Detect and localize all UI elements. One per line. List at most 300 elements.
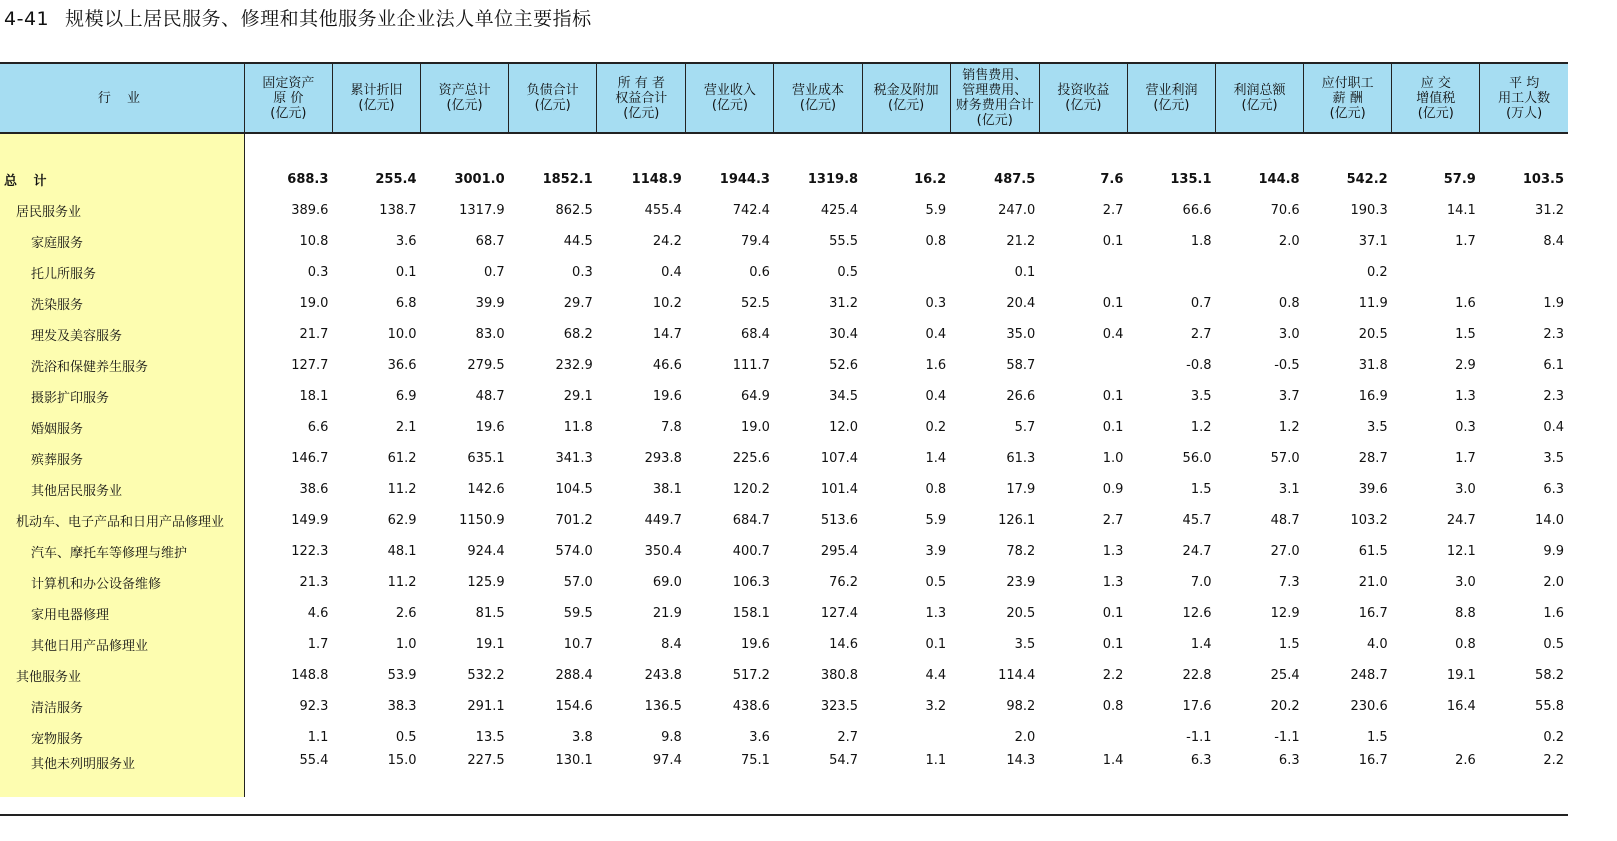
industry-name-cell — [0, 319, 244, 350]
value-cell: 225.6 — [732, 451, 770, 466]
value-cell: 18.1 — [299, 389, 329, 404]
value-cell: 12.9 — [1270, 606, 1300, 621]
table-row — [0, 722, 1568, 753]
industry-name: 家庭服务 — [31, 236, 84, 251]
column-header: 利润总额 (亿元) — [1216, 63, 1304, 133]
column-header: 应 交 增值税 (亿元) — [1392, 63, 1480, 133]
value-cell: 1319.8 — [807, 172, 859, 187]
value-cell: 701.2 — [555, 513, 593, 528]
value-cell: 16.7 — [1358, 753, 1388, 768]
value-cell: 70.6 — [1270, 203, 1300, 218]
value-cell: 10.7 — [563, 637, 593, 652]
value-cell: 24.7 — [1182, 544, 1212, 559]
table-title-text: 规模以上居民服务、修理和其他服务业企业法人单位主要指标 — [65, 8, 592, 30]
value-cell: 1.8 — [1190, 234, 1212, 249]
value-cell — [1392, 257, 1480, 288]
value-cell: 0.1 — [395, 265, 417, 280]
column-header: 平 均 用工人数 (万人) — [1480, 63, 1568, 133]
value-cell: 9.8 — [661, 730, 682, 745]
value-cell: 0.8 — [925, 482, 947, 497]
table-body — [0, 133, 1568, 797]
industry-name: 其他服务业 — [16, 670, 82, 685]
value-cell: 158.1 — [732, 606, 770, 621]
industry-name: 居民服务业 — [16, 205, 82, 220]
value-cell: 517.2 — [732, 668, 770, 683]
value-cell: 69.0 — [652, 575, 682, 590]
value-cell: 13.5 — [475, 730, 505, 745]
value-cell: 6.3 — [1543, 482, 1564, 497]
value-cell: 291.1 — [467, 699, 505, 714]
table-row — [0, 443, 1568, 474]
value-cell: 0.4 — [925, 327, 947, 342]
value-cell: 0.1 — [1102, 637, 1124, 652]
value-cell — [1039, 257, 1127, 288]
column-header: 营业收入 (亿元) — [686, 63, 774, 133]
value-cell: 17.6 — [1182, 699, 1212, 714]
industry-name: 婚姻服务 — [31, 422, 84, 437]
value-cell: 81.5 — [475, 606, 505, 621]
value-cell: -0.5 — [1274, 358, 1300, 373]
table-row — [0, 598, 1568, 629]
industry-name-cell — [0, 350, 244, 381]
value-cell: 52.5 — [741, 296, 770, 311]
value-cell: 138.7 — [379, 203, 417, 218]
industry-name: 理发及美容服务 — [31, 329, 123, 344]
value-cell: 230.6 — [1350, 699, 1388, 714]
table-row — [0, 629, 1568, 660]
value-cell: 2.0 — [1543, 575, 1564, 590]
value-cell: 16.4 — [1446, 699, 1476, 714]
industry-name-cell — [0, 257, 244, 288]
value-cell: 44.5 — [563, 234, 593, 249]
value-cell: 684.7 — [732, 513, 770, 528]
value-cell: 0.1 — [1102, 234, 1124, 249]
value-cell: 4.0 — [1367, 637, 1388, 652]
value-cell: 3.9 — [925, 544, 947, 559]
value-cell: 1.6 — [925, 358, 947, 373]
value-cell: 1.6 — [1455, 296, 1476, 311]
value-cell: 3.8 — [572, 730, 593, 745]
value-cell — [1480, 257, 1568, 288]
value-cell: 2.7 — [1102, 203, 1124, 218]
value-cell: 3.6 — [749, 730, 770, 745]
value-cell: 76.2 — [829, 575, 859, 590]
value-cell: 19.0 — [741, 420, 770, 435]
value-cell: 0.3 — [925, 296, 947, 311]
value-cell: 2.3 — [1543, 389, 1564, 404]
value-cell: 1.7 — [1455, 451, 1476, 466]
value-cell: 3.2 — [925, 699, 947, 714]
value-cell: 64.9 — [741, 389, 770, 404]
value-cell: 0.1 — [1102, 606, 1124, 621]
value-cell: 10.0 — [387, 327, 417, 342]
value-cell: 635.1 — [467, 451, 505, 466]
value-cell: 78.2 — [1006, 544, 1036, 559]
value-cell: 17.9 — [1006, 482, 1036, 497]
value-cell: 8.8 — [1455, 606, 1476, 621]
value-cell: 48.1 — [387, 544, 417, 559]
value-cell: 542.2 — [1346, 172, 1388, 187]
industry-name-cell — [0, 660, 244, 691]
value-cell — [1216, 257, 1304, 288]
value-cell: 247.0 — [998, 203, 1036, 218]
value-cell: 48.7 — [475, 389, 505, 404]
header-row — [0, 63, 1568, 133]
value-cell: 16.2 — [914, 172, 947, 187]
industry-name-cell — [0, 195, 244, 226]
value-cell: 58.2 — [1535, 668, 1564, 683]
table-row — [0, 567, 1568, 598]
value-cell: 68.4 — [741, 327, 770, 342]
value-cell: 38.6 — [299, 482, 329, 497]
value-cell: 9.9 — [1543, 544, 1564, 559]
spacer-row — [0, 133, 1568, 164]
value-cell: 3.7 — [1278, 389, 1300, 404]
value-cell: 0.4 — [1102, 327, 1124, 342]
value-cell: 14.3 — [1006, 753, 1036, 768]
value-cell — [1127, 257, 1215, 288]
value-cell: 8.4 — [661, 637, 682, 652]
industry-name: 殡葬服务 — [31, 453, 84, 468]
value-cell: 3.0 — [1455, 482, 1476, 497]
value-cell: 1.5 — [1455, 327, 1476, 342]
industry-name-cell — [0, 567, 244, 598]
value-cell: 0.4 — [661, 265, 682, 280]
value-cell: -0.8 — [1186, 358, 1212, 373]
industry-name-cell — [0, 381, 244, 412]
value-cell: 57.9 — [1443, 172, 1476, 187]
value-cell: 487.5 — [994, 172, 1036, 187]
value-cell: 97.4 — [652, 753, 682, 768]
value-cell: 35.0 — [1006, 327, 1036, 342]
value-cell: 6.6 — [307, 420, 329, 435]
value-cell: 513.6 — [820, 513, 859, 528]
value-cell: 1.4 — [925, 451, 947, 466]
value-cell: 38.3 — [387, 699, 417, 714]
value-cell: 106.3 — [732, 575, 770, 590]
value-cell: 29.1 — [563, 389, 593, 404]
industry-name: 机动车、电子产品和日用产品修理业 — [16, 515, 225, 530]
value-cell: 438.6 — [732, 699, 770, 714]
column-header: 投资收益 (亿元) — [1039, 63, 1127, 133]
value-cell: 2.0 — [1014, 730, 1036, 745]
value-cell: 0.9 — [1102, 482, 1124, 497]
value-cell: 22.8 — [1182, 668, 1212, 683]
value-cell: 120.2 — [732, 482, 770, 497]
industry-name: 摄影扩印服务 — [31, 391, 110, 406]
value-cell: 2.6 — [395, 606, 417, 621]
value-cell: 0.5 — [837, 265, 859, 280]
value-cell: 75.1 — [741, 753, 770, 768]
value-cell: 574.0 — [555, 544, 593, 559]
value-cell: 127.7 — [291, 358, 329, 373]
value-cell: 1150.9 — [459, 513, 505, 528]
column-header: 所 有 者 权益合计 (亿元) — [597, 63, 686, 133]
value-cell: 6.1 — [1543, 358, 1564, 373]
industry-name-cell — [0, 164, 244, 195]
value-cell: 39.6 — [1358, 482, 1388, 497]
value-cell: 58.7 — [1006, 358, 1036, 373]
value-cell: 389.6 — [291, 203, 329, 218]
value-cell: -1.1 — [1186, 730, 1212, 745]
value-cell: 14.7 — [652, 327, 682, 342]
value-cell: 0.2 — [925, 420, 947, 435]
value-cell: 279.5 — [467, 358, 505, 373]
industry-name: 洗染服务 — [31, 298, 84, 313]
value-cell: 1.3 — [1455, 389, 1476, 404]
value-cell: 1.9 — [1543, 296, 1564, 311]
industry-name-cell — [0, 691, 244, 722]
industry-name-cell — [0, 629, 244, 660]
value-cell: 11.2 — [387, 575, 417, 590]
value-cell: 0.7 — [1190, 296, 1212, 311]
value-cell: 46.6 — [652, 358, 682, 373]
value-cell: 56.0 — [1182, 451, 1212, 466]
value-cell: 0.4 — [1543, 420, 1564, 435]
value-cell: 107.4 — [820, 451, 859, 466]
value-cell: 20.5 — [1358, 327, 1388, 342]
value-cell: 68.2 — [563, 327, 593, 342]
column-header: 资产总计 (亿元) — [421, 63, 509, 133]
value-cell: 1.3 — [1102, 544, 1124, 559]
value-cell: 3.0 — [1455, 575, 1476, 590]
value-cell: 4.6 — [307, 606, 329, 621]
value-cell: 1.4 — [1190, 637, 1212, 652]
value-cell: 6.9 — [395, 389, 417, 404]
value-cell: 1148.9 — [631, 172, 682, 187]
industry-name: 清洁服务 — [31, 701, 84, 716]
value-cell: 144.8 — [1258, 172, 1300, 187]
value-cell: 862.5 — [555, 203, 593, 218]
value-cell: 7.6 — [1100, 172, 1124, 187]
value-cell: 0.7 — [483, 265, 505, 280]
value-cell: 1944.3 — [719, 172, 770, 187]
value-cell: 21.9 — [652, 606, 682, 621]
total-row — [0, 164, 1568, 195]
value-cell: 12.0 — [829, 420, 859, 435]
value-cell: 57.0 — [563, 575, 593, 590]
value-cell: 7.3 — [1278, 575, 1300, 590]
industry-name-cell — [0, 288, 244, 319]
value-cell: 101.4 — [820, 482, 859, 497]
value-cell: 68.7 — [475, 234, 505, 249]
bottom-rule — [0, 814, 1568, 816]
industry-name: 其他居民服务业 — [31, 484, 123, 499]
value-cell: 10.2 — [652, 296, 682, 311]
value-cell: 688.3 — [287, 172, 329, 187]
value-cell: 742.4 — [732, 203, 770, 218]
value-cell: 45.7 — [1182, 513, 1212, 528]
value-cell: 125.9 — [467, 575, 505, 590]
value-cell: 3.5 — [1014, 637, 1036, 652]
value-cell: 127.4 — [820, 606, 859, 621]
industry-name-cell — [0, 598, 244, 629]
value-cell: 323.5 — [820, 699, 859, 714]
value-cell: 19.6 — [741, 637, 770, 652]
value-cell: 148.8 — [291, 668, 329, 683]
column-header: 负债合计 (亿元) — [509, 63, 597, 133]
value-cell: 7.8 — [661, 420, 682, 435]
industry-name-cell — [0, 722, 244, 753]
value-cell: 19.0 — [299, 296, 329, 311]
value-cell: 0.5 — [395, 730, 417, 745]
value-cell: 31.8 — [1358, 358, 1388, 373]
value-cell: 5.7 — [1014, 420, 1036, 435]
value-cell: 0.2 — [1367, 265, 1388, 280]
value-cell: 20.4 — [1006, 296, 1036, 311]
value-cell: 190.3 — [1350, 203, 1388, 218]
value-cell: 5.9 — [925, 203, 947, 218]
value-cell: 21.7 — [299, 327, 329, 342]
value-cell: 114.4 — [998, 668, 1036, 683]
industry-name-cell — [0, 536, 244, 567]
value-cell: 1.0 — [395, 637, 417, 652]
value-cell: 232.9 — [555, 358, 593, 373]
value-cell: 1.1 — [925, 753, 947, 768]
value-cell: 1.3 — [1102, 575, 1124, 590]
value-cell: 0.3 — [1455, 420, 1476, 435]
value-cell: 142.6 — [467, 482, 505, 497]
value-cell: 103.2 — [1350, 513, 1388, 528]
value-cell: 135.1 — [1170, 172, 1212, 187]
value-cell: 103.5 — [1522, 172, 1564, 187]
value-cell: 295.4 — [820, 544, 859, 559]
industry-name: 汽车、摩托车等修理与维护 — [31, 546, 188, 561]
value-cell: 15.0 — [387, 753, 417, 768]
value-cell: 341.3 — [555, 451, 593, 466]
value-cell: 2.2 — [1102, 668, 1124, 683]
value-cell: 92.3 — [299, 699, 329, 714]
value-cell: 54.7 — [829, 753, 859, 768]
column-header: 应付职工 薪 酬 (亿元) — [1304, 63, 1392, 133]
value-cell: 25.4 — [1270, 668, 1300, 683]
value-cell: 21.3 — [299, 575, 329, 590]
value-cell: -1.1 — [1274, 730, 1300, 745]
table-row — [0, 195, 1568, 226]
value-cell: 27.0 — [1270, 544, 1300, 559]
table-row — [0, 660, 1568, 691]
value-cell: 11.9 — [1358, 296, 1388, 311]
value-cell: 243.8 — [644, 668, 682, 683]
column-header: 累计折旧 (亿元) — [332, 63, 420, 133]
value-cell — [1039, 722, 1127, 753]
industry-name-cell — [0, 443, 244, 474]
value-cell: 126.1 — [998, 513, 1036, 528]
value-cell: 2.1 — [395, 420, 417, 435]
value-cell: 2.9 — [1455, 358, 1476, 373]
value-cell: 26.6 — [1006, 389, 1036, 404]
value-cell: 38.1 — [652, 482, 682, 497]
value-cell: 55.5 — [829, 234, 859, 249]
value-cell: 19.6 — [652, 389, 682, 404]
value-cell: 149.9 — [291, 513, 329, 528]
value-cell: 23.9 — [1006, 575, 1036, 590]
industry-name-cell — [0, 474, 244, 505]
value-cell: 2.7 — [837, 730, 859, 745]
value-cell: 2.0 — [1278, 234, 1300, 249]
value-cell: 83.0 — [475, 327, 505, 342]
value-cell: 11.2 — [387, 482, 417, 497]
value-cell: 0.6 — [749, 265, 770, 280]
value-cell: 79.4 — [741, 234, 770, 249]
table-row — [0, 412, 1568, 443]
value-cell: 532.2 — [467, 668, 505, 683]
value-cell: 14.6 — [829, 637, 859, 652]
table-row — [0, 505, 1568, 536]
value-cell: 6.3 — [1190, 753, 1212, 768]
value-cell: 255.4 — [375, 172, 417, 187]
industry-name: 托儿所服务 — [31, 267, 97, 282]
value-cell: 380.8 — [820, 668, 859, 683]
table-row — [0, 753, 1568, 797]
value-cell: 1.7 — [1455, 234, 1476, 249]
value-cell: 122.3 — [291, 544, 329, 559]
value-cell: 20.5 — [1006, 606, 1036, 621]
value-cell: 248.7 — [1350, 668, 1388, 683]
value-cell: 52.6 — [829, 358, 859, 373]
value-cell: 449.7 — [644, 513, 682, 528]
value-cell: 0.1 — [1102, 296, 1124, 311]
column-header: 营业成本 (亿元) — [774, 63, 862, 133]
value-cell: 29.7 — [563, 296, 593, 311]
value-cell: 19.1 — [475, 637, 505, 652]
value-cell: 12.1 — [1446, 544, 1476, 559]
industry-name: 计算机和办公设备维修 — [31, 577, 162, 592]
value-cell: 2.3 — [1543, 327, 1564, 342]
value-cell: 3.5 — [1367, 420, 1388, 435]
industry-name: 总 计 — [4, 174, 53, 189]
value-cell: 53.9 — [387, 668, 417, 683]
value-cell: 14.0 — [1535, 513, 1564, 528]
value-cell: 350.4 — [644, 544, 682, 559]
value-cell: 2.2 — [1543, 753, 1564, 768]
value-cell: 0.3 — [572, 265, 593, 280]
column-header: 销售费用、 管理费用、 财务费用合计 (亿元) — [950, 63, 1039, 133]
value-cell: 11.8 — [563, 420, 593, 435]
value-cell — [862, 257, 950, 288]
value-cell: 61.5 — [1358, 544, 1388, 559]
value-cell — [1392, 722, 1480, 753]
value-cell: 39.9 — [475, 296, 505, 311]
value-cell: 104.5 — [555, 482, 593, 497]
value-cell: 0.8 — [1102, 699, 1124, 714]
industry-name-cell — [0, 226, 244, 257]
value-cell: 34.5 — [829, 389, 859, 404]
industry-name-cell — [0, 505, 244, 536]
table-row — [0, 257, 1568, 288]
value-cell: 111.7 — [732, 358, 770, 373]
industry-name-cell — [0, 412, 244, 443]
value-cell: 12.6 — [1182, 606, 1212, 621]
value-cell: 55.4 — [299, 753, 329, 768]
table-row — [0, 381, 1568, 412]
value-cell: 1.5 — [1367, 730, 1388, 745]
value-cell: 55.8 — [1535, 699, 1564, 714]
value-cell: 425.4 — [820, 203, 859, 218]
value-cell: 0.5 — [1543, 637, 1564, 652]
value-cell: 3.5 — [1190, 389, 1212, 404]
value-cell: 924.4 — [467, 544, 505, 559]
value-cell: 0.1 — [1014, 265, 1036, 280]
value-cell: 0.8 — [1455, 637, 1476, 652]
value-cell: 293.8 — [644, 451, 682, 466]
value-cell: 2.6 — [1455, 753, 1476, 768]
value-cell: 3001.0 — [454, 172, 505, 187]
value-cell: 61.3 — [1006, 451, 1036, 466]
value-cell: 8.4 — [1543, 234, 1564, 249]
spacer-cell — [244, 133, 1568, 164]
value-cell: 0.1 — [1102, 389, 1124, 404]
